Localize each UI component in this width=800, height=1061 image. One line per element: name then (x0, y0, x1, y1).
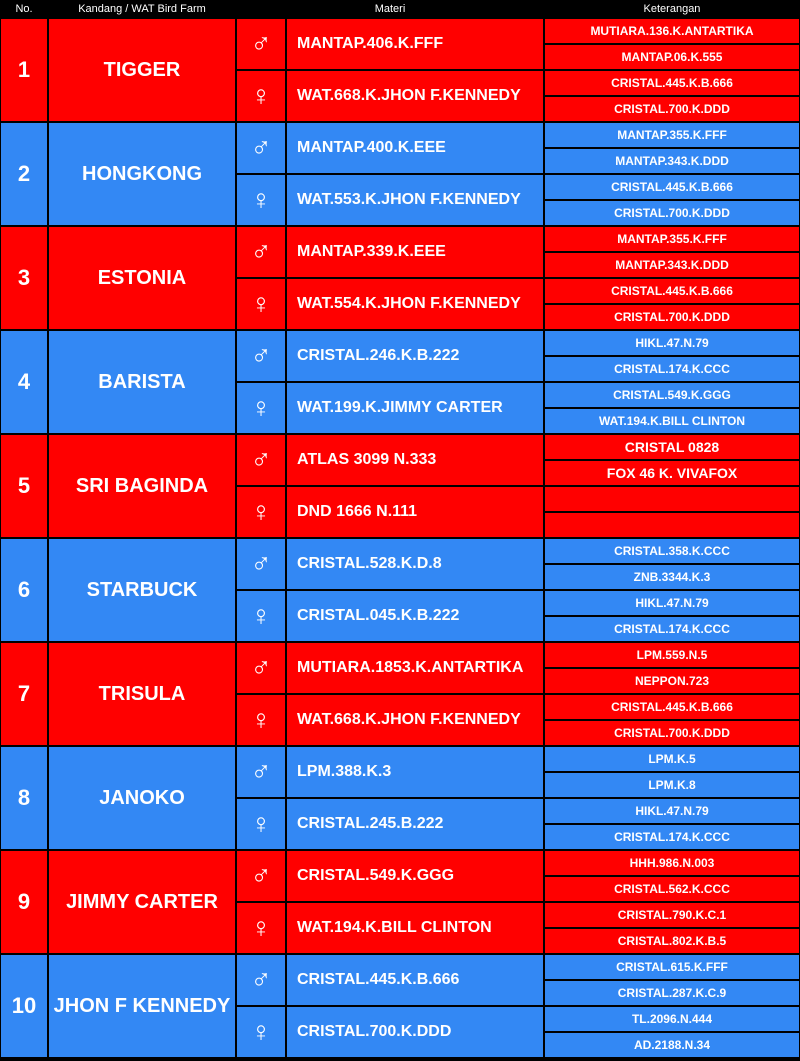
kandang-name: JIMMY CARTER (48, 850, 236, 954)
row-number: 9 (0, 850, 48, 954)
keterangan-item: CRISTAL.562.K.CCC (544, 876, 800, 902)
female-symbol-icon: ♀ (236, 798, 286, 850)
materi-male: MUTIARA.1853.K.ANTARTIKA (286, 642, 544, 694)
keterangan-item: CRISTAL.700.K.DDD (544, 304, 800, 330)
materi-male: MANTAP.339.K.EEE (286, 226, 544, 278)
keterangan-item: CRISTAL.700.K.DDD (544, 200, 800, 226)
materi-female: WAT.668.K.JHON F.KENNEDY (286, 70, 544, 122)
keterangan-item: CRISTAL.700.K.DDD (544, 720, 800, 746)
keterangan-item: NEPPON.723 (544, 668, 800, 694)
materi-female: WAT.554.K.JHON F.KENNEDY (286, 278, 544, 330)
materi-female: CRISTAL.245.B.222 (286, 798, 544, 850)
row-number: 8 (0, 746, 48, 850)
header-no: No. (0, 0, 48, 18)
row-number: 5 (0, 434, 48, 538)
row-number: 3 (0, 226, 48, 330)
keterangan-item: HIKL.47.N.79 (544, 798, 800, 824)
kandang-name: ESTONIA (48, 226, 236, 330)
row-number: 4 (0, 330, 48, 434)
row-number: 7 (0, 642, 48, 746)
male-symbol-icon: ♂ (236, 434, 286, 486)
keterangan-item: MANTAP.343.K.DDD (544, 148, 800, 174)
materi-male: CRISTAL.528.K.D.8 (286, 538, 544, 590)
table-row (0, 642, 800, 746)
male-symbol-icon: ♂ (236, 18, 286, 70)
keterangan-item: MANTAP.355.K.FFF (544, 122, 800, 148)
keterangan-item: LPM.K.8 (544, 772, 800, 798)
keterangan-item: MANTAP.343.K.DDD (544, 252, 800, 278)
keterangan-item: HHH.986.N.003 (544, 850, 800, 876)
keterangan-item: MUTIARA.136.K.ANTARTIKA (544, 18, 800, 44)
male-symbol-icon: ♂ (236, 226, 286, 278)
materi-female: DND 1666 N.111 (286, 486, 544, 538)
keterangan-item: CRISTAL.700.K.DDD (544, 96, 800, 122)
materi-male: CRISTAL.445.K.B.666 (286, 954, 544, 1006)
female-symbol-icon: ♀ (236, 174, 286, 226)
keterangan-item: CRISTAL.287.K.C.9 (544, 980, 800, 1006)
keterangan-item: LPM.K.5 (544, 746, 800, 772)
keterangan-item: LPM.559.N.5 (544, 642, 800, 668)
table-row (0, 538, 800, 642)
materi-male: MANTAP.406.K.FFF (286, 18, 544, 70)
male-symbol-icon: ♂ (236, 330, 286, 382)
kandang-name: BARISTA (48, 330, 236, 434)
keterangan-item: CRISTAL.445.K.B.666 (544, 70, 800, 96)
kandang-name: JHON F KENNEDY (48, 954, 236, 1058)
header-materi: Materi (236, 0, 544, 18)
keterangan-item (544, 486, 800, 512)
female-symbol-icon: ♀ (236, 694, 286, 746)
keterangan-item: CRISTAL.549.K.GGG (544, 382, 800, 408)
materi-female: WAT.668.K.JHON F.KENNEDY (286, 694, 544, 746)
row-number: 10 (0, 954, 48, 1058)
keterangan-item: WAT.194.K.BILL CLINTON (544, 408, 800, 434)
kandang-name: SRI BAGINDA (48, 434, 236, 538)
materi-male: CRISTAL.549.K.GGG (286, 850, 544, 902)
male-symbol-icon: ♂ (236, 746, 286, 798)
header-kandang: Kandang / WAT Bird Farm (48, 0, 236, 18)
keterangan-item: MANTAP.355.K.FFF (544, 226, 800, 252)
keterangan-item: CRISTAL.445.K.B.666 (544, 694, 800, 720)
keterangan-item (544, 512, 800, 538)
keterangan-item: CRISTAL.445.K.B.666 (544, 174, 800, 200)
male-symbol-icon: ♂ (236, 642, 286, 694)
male-symbol-icon: ♂ (236, 954, 286, 1006)
keterangan-item: CRISTAL.174.K.CCC (544, 616, 800, 642)
row-number: 1 (0, 18, 48, 122)
table-row (0, 434, 800, 538)
materi-male: CRISTAL.246.K.B.222 (286, 330, 544, 382)
materi-female: CRISTAL.045.K.B.222 (286, 590, 544, 642)
table-row (0, 850, 800, 954)
keterangan-item: CRISTAL.445.K.B.666 (544, 278, 800, 304)
header-keterangan: Keterangan (544, 0, 800, 18)
materi-female: CRISTAL.700.K.DDD (286, 1006, 544, 1058)
materi-female: WAT.194.K.BILL CLINTON (286, 902, 544, 954)
female-symbol-icon: ♀ (236, 1006, 286, 1058)
female-symbol-icon: ♀ (236, 278, 286, 330)
row-number: 2 (0, 122, 48, 226)
female-symbol-icon: ♀ (236, 590, 286, 642)
kandang-name: HONGKONG (48, 122, 236, 226)
male-symbol-icon: ♂ (236, 850, 286, 902)
keterangan-item: ZNB.3344.K.3 (544, 564, 800, 590)
table-row (0, 954, 800, 1058)
keterangan-item: CRISTAL 0828 (544, 434, 800, 460)
female-symbol-icon: ♀ (236, 486, 286, 538)
keterangan-item: HIKL.47.N.79 (544, 590, 800, 616)
materi-male: MANTAP.400.K.EEE (286, 122, 544, 174)
table-row (0, 746, 800, 850)
kandang-name: TRISULA (48, 642, 236, 746)
keterangan-item: CRISTAL.790.K.C.1 (544, 902, 800, 928)
keterangan-item: TL.2096.N.444 (544, 1006, 800, 1032)
keterangan-item: FOX 46 K. VIVAFOX (544, 460, 800, 486)
kandang-name: STARBUCK (48, 538, 236, 642)
table-row (0, 226, 800, 330)
materi-female: WAT.199.K.JIMMY CARTER (286, 382, 544, 434)
keterangan-item: CRISTAL.174.K.CCC (544, 824, 800, 850)
female-symbol-icon: ♀ (236, 902, 286, 954)
keterangan-item: AD.2188.N.34 (544, 1032, 800, 1058)
male-symbol-icon: ♂ (236, 538, 286, 590)
table-row (0, 330, 800, 434)
row-number: 6 (0, 538, 48, 642)
kandang-name: JANOKO (48, 746, 236, 850)
keterangan-item: MANTAP.06.K.555 (544, 44, 800, 70)
keterangan-item: CRISTAL.174.K.CCC (544, 356, 800, 382)
materi-female: WAT.553.K.JHON F.KENNEDY (286, 174, 544, 226)
female-symbol-icon: ♀ (236, 70, 286, 122)
keterangan-item: CRISTAL.358.K.CCC (544, 538, 800, 564)
keterangan-item: CRISTAL.615.K.FFF (544, 954, 800, 980)
keterangan-item: CRISTAL.802.K.B.5 (544, 928, 800, 954)
materi-male: LPM.388.K.3 (286, 746, 544, 798)
keterangan-item: HIKL.47.N.79 (544, 330, 800, 356)
male-symbol-icon: ♂ (236, 122, 286, 174)
materi-male: ATLAS 3099 N.333 (286, 434, 544, 486)
table-row (0, 122, 800, 226)
female-symbol-icon: ♀ (236, 382, 286, 434)
kandang-name: TIGGER (48, 18, 236, 122)
table-row (0, 18, 800, 122)
